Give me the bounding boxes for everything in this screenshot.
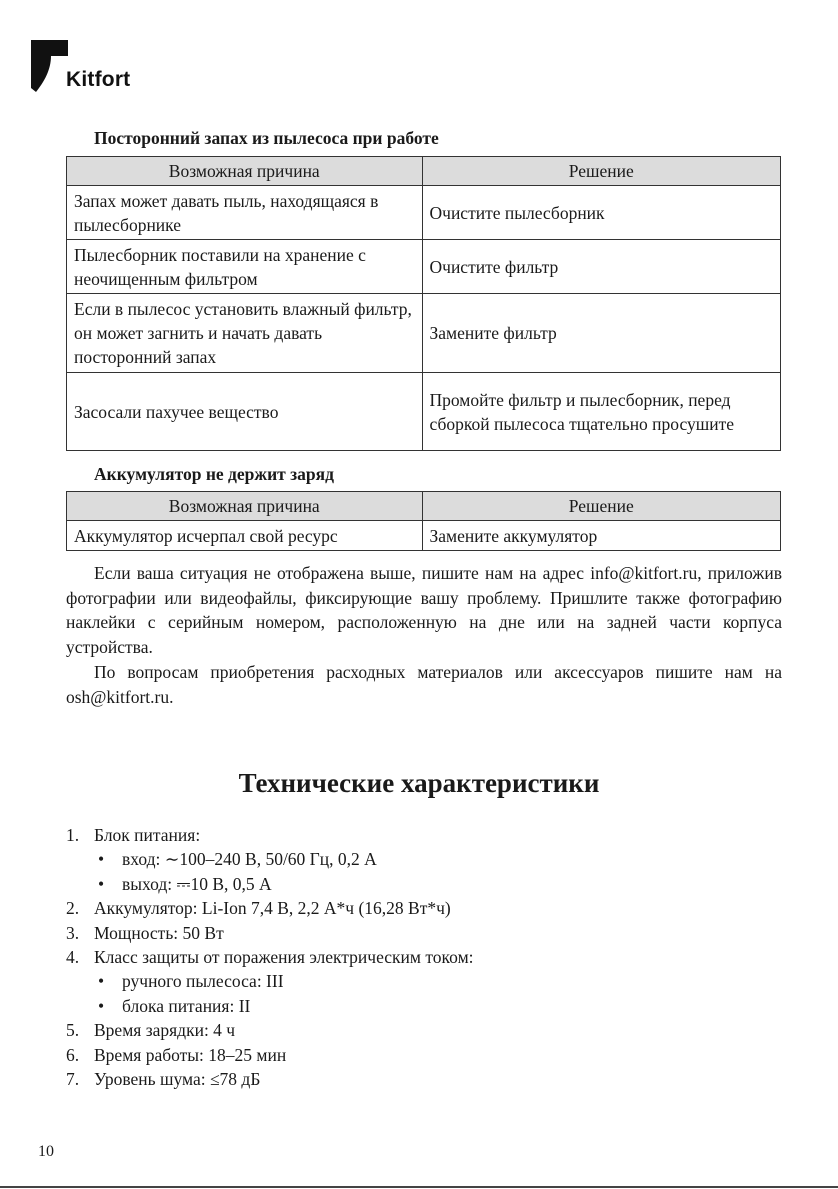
- spec-item: [66, 1043, 474, 1067]
- table-row: [67, 240, 781, 294]
- spec-item: [66, 896, 474, 920]
- cause-cell: Запах может давать пыль, находящаяся в пылесборнике: [67, 186, 423, 240]
- solution-cell: Замените фильтр: [422, 294, 781, 373]
- bullet-icon: •: [98, 971, 105, 992]
- spec-item: [66, 921, 474, 945]
- specs-list: [66, 823, 474, 1091]
- solution-cell: Очистите пылесборник: [422, 186, 781, 240]
- spec-subitem: [66, 872, 474, 896]
- spec-number: 4.: [66, 947, 80, 968]
- cause-cell: Пылесборник поставили на хранение с неочищенным фильтром: [67, 240, 423, 294]
- contact-paragraph-2: По вопросам приобретения расходных материалов или аксессуаров пишите нам на osh@kitfort.ru.: [66, 661, 782, 707]
- spec-text: блока питания: II: [122, 995, 251, 1016]
- cause-cell: Если в пылесос установить влажный фильтр, он может загнить и начать давать посторонний запах: [67, 294, 423, 373]
- spec-text: Блок питания:: [94, 825, 201, 845]
- contact-paragraph-1: Если ваша ситуация не отображена выше, пишите нам на адрес info@kitfort.ru, приложив фотографии или видеофайлы, фиксирующие вашу проблему. Пришлите также фотографию наклейки с серийным номером, расположенную на дне или на задней части корпуса устройства.: [66, 563, 782, 658]
- spec-number: 6.: [66, 1044, 80, 1065]
- table-row: [67, 186, 781, 240]
- spec-item: [66, 1018, 474, 1042]
- spec-number: 1.: [66, 825, 80, 845]
- spec-subitem: [66, 969, 474, 993]
- kitfort-logo-icon: [31, 40, 71, 92]
- table-row: [67, 294, 781, 373]
- column-header-cause: Возможная причина: [67, 157, 423, 186]
- spec-subitem: [66, 847, 474, 871]
- spec-text: выход: ⎓10 В, 0,5 А: [122, 873, 272, 894]
- spec-number: 3.: [66, 922, 80, 943]
- battery-troubleshooting-table: [66, 491, 781, 551]
- column-header-solution: Решение: [422, 157, 781, 186]
- spec-text: Уровень шума: ≤78 дБ: [94, 1069, 261, 1090]
- bullet-icon: •: [98, 849, 105, 870]
- cause-cell: Засосали пахучее вещество: [67, 373, 423, 451]
- bottom-rule: [0, 1186, 838, 1188]
- spec-number: 5.: [66, 1020, 80, 1041]
- solution-cell: Очистите фильтр: [422, 240, 781, 294]
- spec-number: 7.: [66, 1069, 80, 1090]
- table-row: [67, 521, 781, 551]
- spec-subitem: [66, 994, 474, 1018]
- spec-number: 2.: [66, 898, 80, 919]
- bullet-icon: •: [98, 995, 105, 1016]
- table-header-row: [67, 492, 781, 521]
- spec-text: ручного пылесоса: III: [122, 971, 284, 992]
- spec-text: Мощность: 50 Вт: [94, 922, 224, 943]
- table-row: [67, 373, 781, 451]
- spec-text: Класс защиты от поражения электрическим током:: [94, 947, 474, 968]
- spec-text: Время работы: 18–25 мин: [94, 1044, 287, 1065]
- page-number: 10: [38, 1143, 54, 1160]
- spec-text: Время зарядки: 4 ч: [94, 1020, 236, 1041]
- spec-item: [66, 1067, 474, 1091]
- odor-troubleshooting-table: [66, 156, 781, 451]
- spec-text: вход: ∼100–240 В, 50/60 Гц, 0,2 А: [122, 849, 377, 870]
- spec-item: [66, 945, 474, 969]
- table-header-row: [67, 157, 781, 186]
- spec-item: [66, 823, 474, 847]
- cause-cell: Аккумулятор исчерпал свой ресурс: [67, 521, 423, 551]
- solution-cell: Замените аккумулятор: [422, 521, 781, 551]
- brand-name: Kitfort: [66, 68, 131, 91]
- column-header-solution: Решение: [422, 492, 781, 521]
- spec-text: Аккумулятор: Li-Ion 7,4 В, 2,2 А*ч (16,28 Вт*ч): [94, 898, 451, 919]
- solution-cell: Промойте фильтр и пылесборник, перед сборкой пылесоса тщательно просушите: [422, 373, 781, 451]
- contact-text: [66, 561, 782, 709]
- bullet-icon: •: [98, 873, 105, 894]
- specs-title: Технические характеристики: [238, 768, 600, 798]
- table2-title: Аккумулятор не держит заряд: [94, 464, 334, 484]
- table1-title: Посторонний запах из пылесоса при работе: [94, 128, 439, 148]
- column-header-cause: Возможная причина: [67, 492, 423, 521]
